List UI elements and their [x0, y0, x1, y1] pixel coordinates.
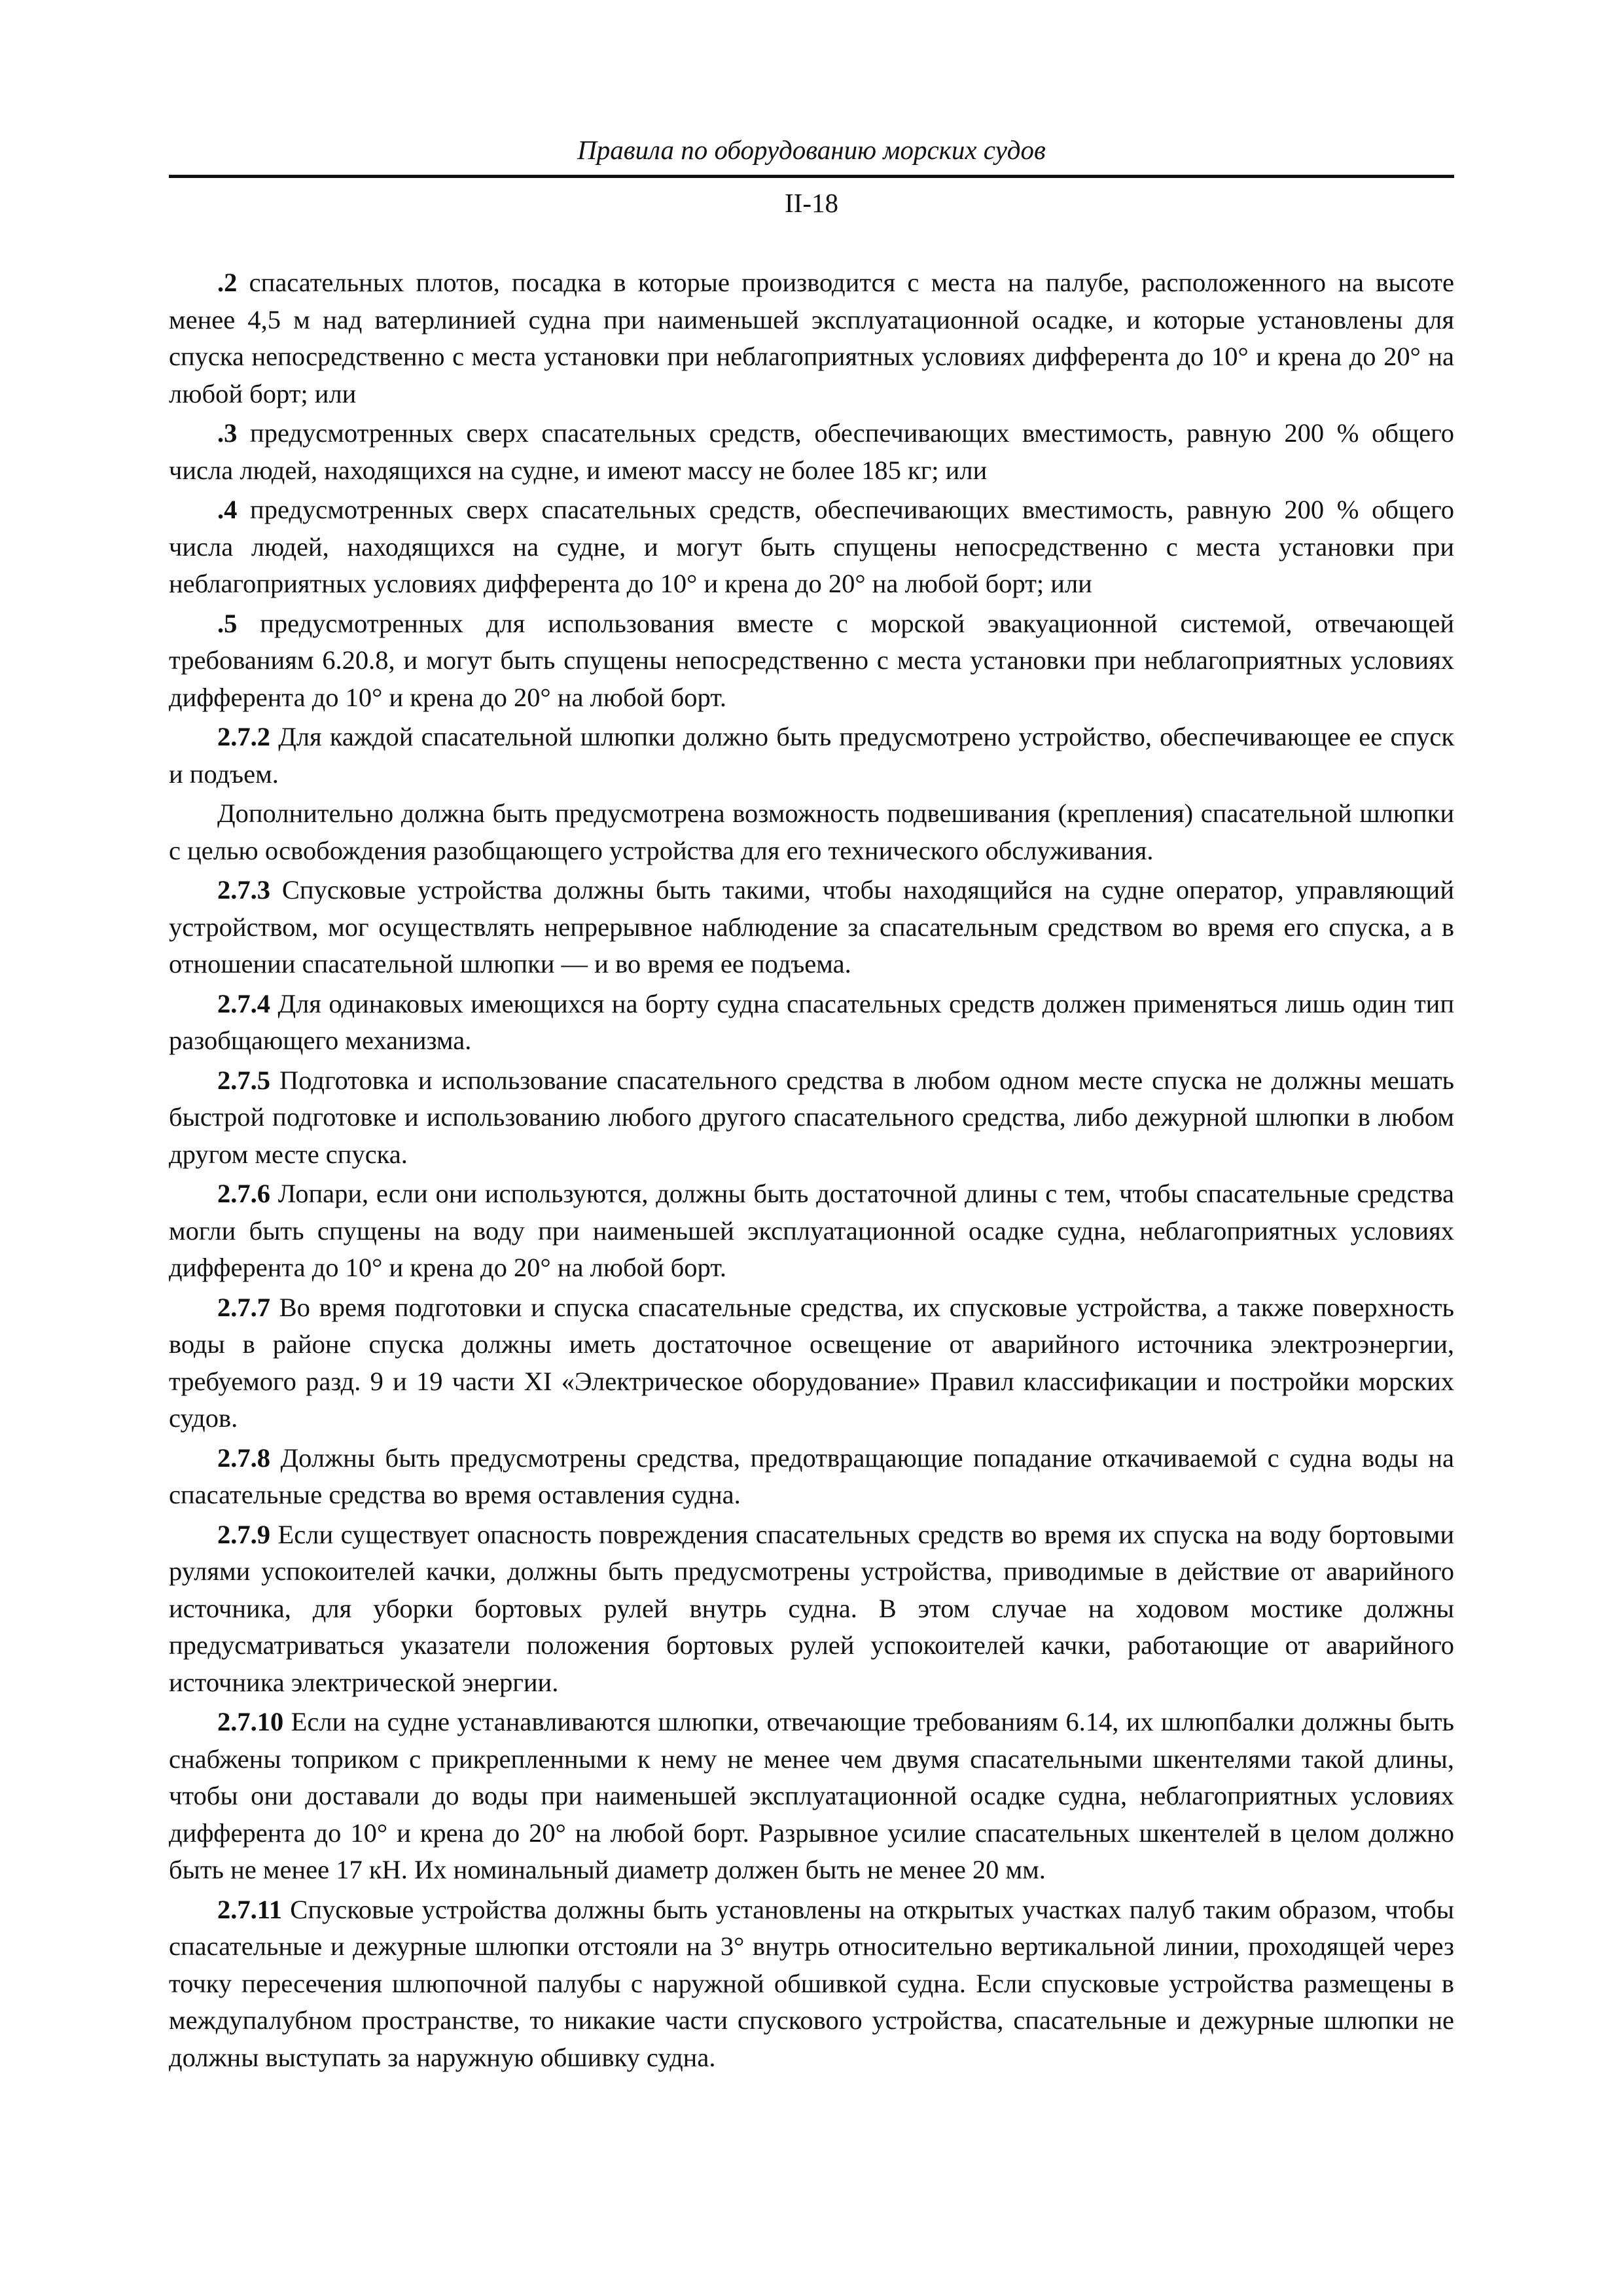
paragraph-2-7-5	[169, 1062, 1454, 1174]
paragraph-text: предусмотренных сверх спасательных средств, обеспечивающих вместимость, равную 200 % общего числа людей, находящихся на судне, и имеют массу не более 185 кг; или	[169, 418, 1454, 485]
paragraph-item-4	[169, 492, 1454, 603]
paragraph-number: .5	[217, 608, 238, 638]
paragraph-number: 2.7.7	[217, 1292, 270, 1322]
paragraph-number: 2.7.11	[217, 1894, 283, 1924]
paragraph-item-3	[169, 415, 1454, 489]
paragraph-text: Должны быть предусмотрены средства, предотвращающие попадание откачиваемой с судна воды на спасательные средства во время оставления судна.	[169, 1443, 1454, 1509]
document-page	[169, 134, 1454, 2079]
paragraph-number: 2.7.5	[217, 1065, 270, 1095]
paragraph-text: Для каждой спасательной шлюпки должно быть предусмотрено устройство, обеспечивающее ее спуск и подъем.	[169, 722, 1454, 789]
paragraph-text: Дополнительно должна быть предусмотрена возможность подвешивания (крепления) спасательной шлюпки с целью освобождения разобщающего устройства для его технического обслуживания.	[169, 798, 1454, 865]
paragraph-text: Если существует опасность повреждения спасательных средств во время их спуска на воду бортовыми рулями успокоителей качки, должны быть предусмотрены устройства, приводимые в действие от аварийного источника, для уборки бортовых рулей внутрь судна. В этом случае на ходовом мостике должны предусматриваться указатели положения бортовых рулей успокоителей качки, работающие от аварийного источника электрической энергии.	[169, 1519, 1454, 1697]
paragraph-text: Для одинаковых имеющихся на борту судна спасательных средств должен применяться лишь один тип разобщающего механизма.	[169, 988, 1454, 1055]
running-title: Правила по оборудованию морских судов	[577, 135, 1046, 165]
paragraph-text: Если на судне устанавливаются шлюпки, отвечающие требованиям 6.14, их шлюпбалки должны быть снабжены топриком с прикрепленными к нему не менее чем двумя спасательными шкентелями такой длины, чтобы они доставали до воды при наименьшей эксплуатационной осадке судна, неблагоприятных условиях дифферента до 10° и крена до 20° на любой борт. Разрывное усилие спасательных шкентелей в целом должно быть не менее 17 кН. Их номинальный диаметр должен быть не менее 20 мм.	[169, 1707, 1454, 1884]
paragraph-number: 2.7.2	[217, 722, 270, 751]
paragraph-2-7-4	[169, 986, 1454, 1060]
paragraph-number: 2.7.6	[217, 1179, 270, 1208]
paragraph-number: .3	[217, 418, 238, 448]
paragraph-item-5	[169, 605, 1454, 717]
paragraph-text: Подготовка и использование спасательного средства в любом одном месте спуска не должны мешать быстрой подготовке и использованию любого другого спасательного средства, либо дежурной шлюпки в любом другом месте спуска.	[169, 1065, 1454, 1169]
paragraph-item-2	[169, 264, 1454, 412]
paragraph-number: 2.7.10	[217, 1707, 284, 1736]
paragraph-number: 2.7.4	[217, 988, 270, 1018]
paragraph-2-7-6	[169, 1175, 1454, 1287]
paragraph-text: предусмотренных для использования вместе с морской эвакуационной системой, отвечающей требованиям 6.20.8, и могут быть спущены непосредственно с места установки при неблагоприятных условиях дифферента до 10° и крена до 20° на любой борт.	[169, 608, 1454, 712]
paragraph-2-7-9	[169, 1516, 1454, 1702]
paragraph-2-7-10	[169, 1704, 1454, 1889]
paragraph-2-7-2-additional	[169, 795, 1454, 869]
paragraph-text: спасательных плотов, посадка в которые производится с места на палубе, расположенного на высоте менее 4,5 м над ватерлинией судна при наименьшей эксплуатационной осадке, и которые установлены для спуска непосредственно с места установки при неблагоприятных условиях дифферента до 10° и крена до 20° на любой борт; или	[169, 268, 1454, 408]
paragraph-2-7-11	[169, 1892, 1454, 2077]
paragraph-number: 2.7.3	[217, 875, 270, 905]
paragraph-2-7-8	[169, 1440, 1454, 1514]
paragraph-2-7-7	[169, 1289, 1454, 1437]
paragraph-text: Спусковые устройства должны быть такими, чтобы находящийся на судне оператор, управляющий устройством, мог осуществлять непрерывное наблюдение за спасательным средством во время его спуска, а в отношении спасательной шлюпки — и во время ее подъема.	[169, 875, 1454, 978]
paragraph-text: Спусковые устройства должны быть установлены на открытых участках палуб таким образом, чтобы спасательные и дежурные шлюпки отстояли на 3° внутрь относительно вертикальной линии, проходящей через точку пересечения шлюпочной палубы с наружной обшивкой судна. Если спусковые устройства размещены в междупалубном пространстве, то никакие части спускового устройства, спасательные и дежурные шлюпки не должны выступать за наружную обшивку судна.	[169, 1894, 1454, 2072]
paragraph-2-7-2	[169, 719, 1454, 793]
body-text	[169, 264, 1454, 2076]
paragraph-number: 2.7.9	[217, 1519, 270, 1549]
paragraph-text: Во время подготовки и спуска спасательные средства, их спусковые устройства, а также поверхность воды в районе спуска должны иметь достаточное освещение от аварийного источника электроэнергии, требуемого разд. 9 и 19 части XI «Электрическое оборудование» Правил классификации и постройки морских судов.	[169, 1292, 1454, 1433]
paragraph-number: .2	[217, 268, 238, 297]
page-number: II-18	[785, 188, 838, 218]
paragraph-number: 2.7.8	[217, 1443, 270, 1473]
paragraph-2-7-3	[169, 872, 1454, 983]
paragraph-text: Лопари, если они используются, должны быть достаточной длины с тем, чтобы спасательные средства могли быть спущены на воду при наименьшей эксплуатационной осадке судна, неблагоприятных условиях дифферента до 10° и крена до 20° на любой борт.	[169, 1179, 1454, 1282]
header-rule	[169, 175, 1454, 178]
paragraph-number: .4	[217, 495, 238, 524]
paragraph-text: предусмотренных сверх спасательных средств, обеспечивающих вместимость, равную 200 % общего числа людей, находящихся на судне, и могут быть спущены непосредственно с места установки при неблагоприятных условиях дифферента до 10° и крена до 20° на любой борт; или	[169, 495, 1454, 598]
